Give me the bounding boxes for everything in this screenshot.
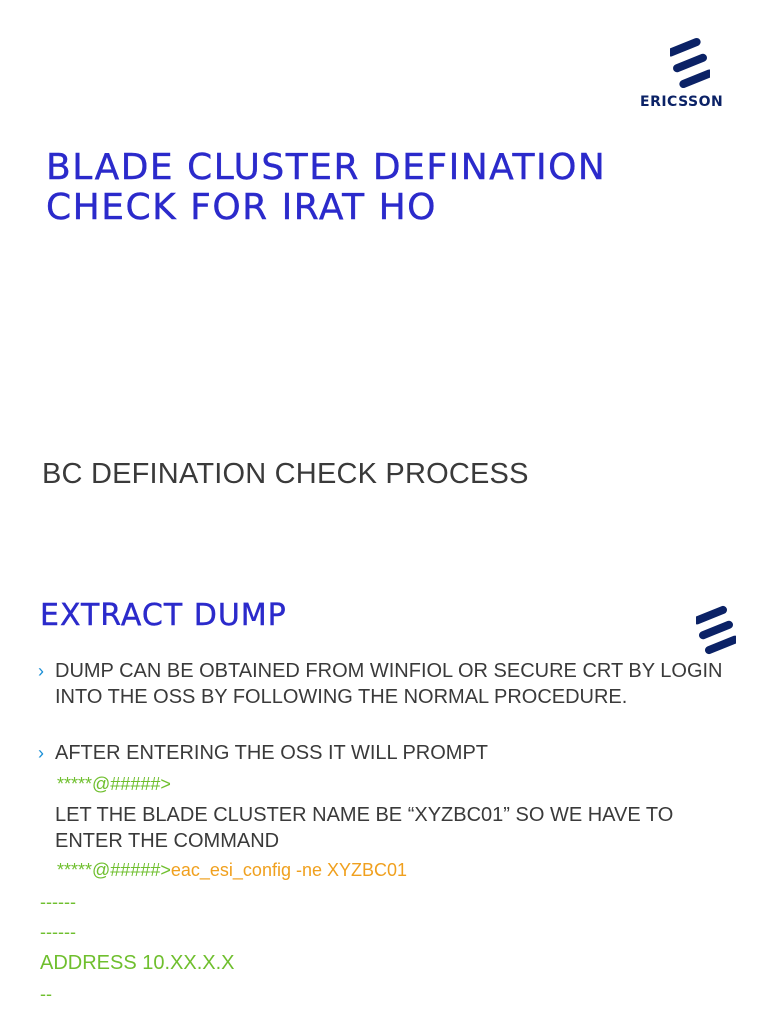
title-slide (0, 0, 768, 300)
note-text: LET THE BLADE CLUSTER NAME BE “XYZBC01” SO WE HAVE TO ENTER THE COMMAND (55, 804, 674, 852)
bullet-text: DUMP CAN BE OBTAINED FROM WINFIOL OR SECURE CRT BY LOGIN INTO THE OSS BY FOLLOWING THE NORMAL PROCEDURE. (55, 660, 723, 708)
bullet-item (40, 740, 735, 766)
command-text: eac_esi_config -ne XYZBC01 (170, 860, 408, 880)
bullet-text: AFTER ENTERING THE OSS IT WILL PROMPT (55, 742, 489, 764)
address-text: ADDRESS 10.XX.X.X (40, 952, 235, 974)
bullet-chevron-icon: › (38, 661, 44, 681)
bullet-item (40, 658, 735, 710)
prompt-text: *****@#####> (57, 774, 171, 794)
command-prompt: *****@#####> (57, 860, 171, 880)
slide-heading: EXTRACT DUMP (40, 598, 287, 633)
logo-wordmark: ERICSSON (640, 94, 724, 110)
section-slide (0, 390, 768, 530)
ericsson-logo (640, 36, 740, 110)
main-title (46, 148, 706, 228)
section-subtitle: BC DEFINATION CHECK PROCESS (42, 458, 529, 490)
main-title-line-2: CHECK FOR IRAT HO (46, 187, 437, 228)
ericsson-logo-icon (696, 604, 736, 656)
bullet-chevron-icon: › (38, 743, 44, 763)
ericsson-logo-icon (670, 36, 710, 90)
main-title-line-1: BLADE CLUSTER DEFINATION (46, 147, 607, 188)
command-line (57, 860, 407, 881)
content-slide (0, 580, 768, 1024)
dash-line: ------ (40, 922, 76, 942)
dash-line: -- (40, 984, 52, 1004)
dash-line: ------ (40, 892, 76, 912)
